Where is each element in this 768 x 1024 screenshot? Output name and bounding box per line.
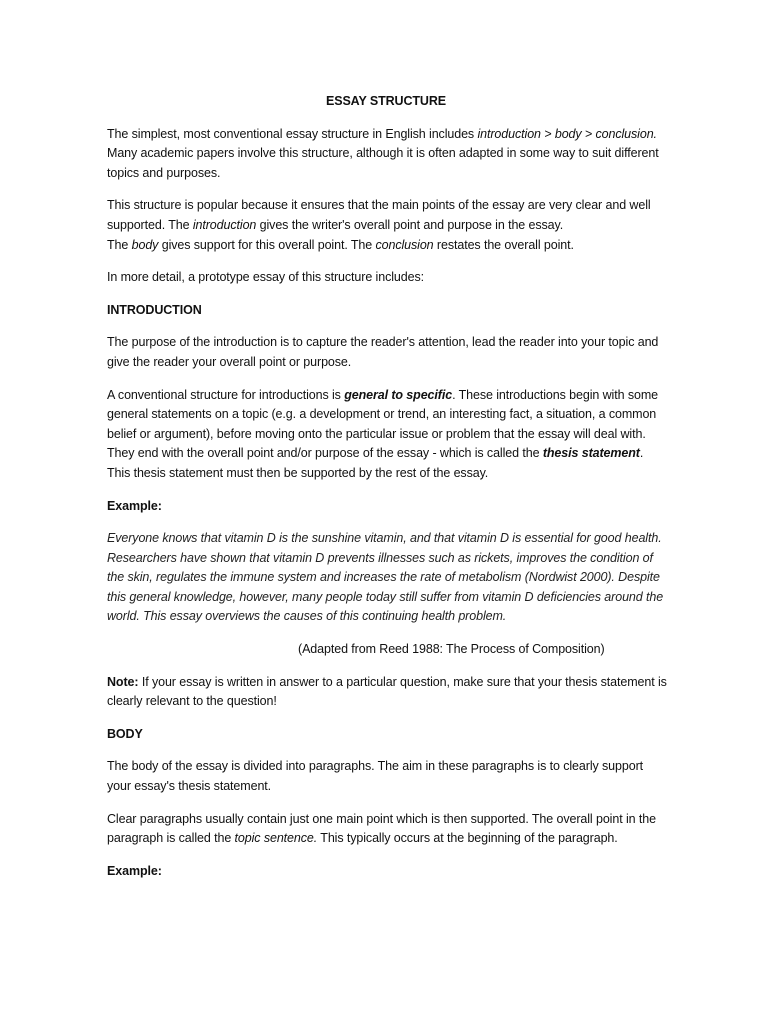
section-heading-introduction: INTRODUCTION [107,302,202,317]
paragraph-body-division: The body of the essay is divided into paragraphs. The aim in these paragraphs is to clearly support your essay's thesis statement. [107,759,644,794]
example-label: Example: [107,498,162,513]
citation: (Adapted from Reed 1988: The Process of Composition) [298,642,605,657]
example-text: Everyone knows that vitamin D is the sunshine vitamin, and that vitamin D is essential for good health. Researchers have shown that vitamin D prevents illnesses such as rickets, improves the condition of the skin, regulates the immune system and increases the rate of metabolism (Nordwist 2000). Despite this general knowledge, however, many people today still suffer from vitamin D deficiencies around the world. This essay overviews the causes of this continuing health problem. [107,531,664,624]
note-paragraph: Note: If your essay is written in answer to a particular question, make sure that your thesis statement is clearly relevant to the question! [107,674,667,709]
paragraph-popularity: This structure is popular because it ensures that the main points of the essay are very clear and well supported. The introduction gives the writer's overall point and purpose in the essay. The body gives support for this overall point. The conclusion restates the overall point. [107,198,651,252]
example-label: Example: [107,863,162,878]
paragraph-topic-sentence: Clear paragraphs usually contain just one main point which is then supported. The overall point in the paragraph is called the topic sentence. This typically occurs at the beginning of the paragraph. [107,811,656,846]
section-heading-body: BODY [107,726,143,741]
paragraph-overview: The simplest, most conventional essay structure in English includes introduction > body > conclusion. Many academic papers involve this structure, although it is often adapted in some way to suit different topics and purposes. [107,126,659,180]
structure-emphasis: introduction > body > conclusion. [477,126,657,141]
paragraph-intro-purpose: The purpose of the introduction is to capture the reader's attention, lead the reader into your topic and give the reader your overall point or purpose. [107,335,659,369]
note-label: Note: [107,674,139,689]
paragraph-intro-structure: A conventional structure for introductions is general to specific. These introductions begin with some general statements on a topic (e.g. a development or trend, an interesting fact, a situation, a common belief or argument), before moving onto the particular issue or problem that the essay will deal with. They end with the overall point and/or purpose of the essay - which is called the thesis statement. This thesis statement must then be supported by the rest of the essay. [107,387,658,480]
document-body [107,92,667,894]
paragraph-detail-intro: In more detail, a prototype essay of this structure includes: [107,270,424,285]
document-title: ESSAY STRUCTURE [325,94,447,108]
